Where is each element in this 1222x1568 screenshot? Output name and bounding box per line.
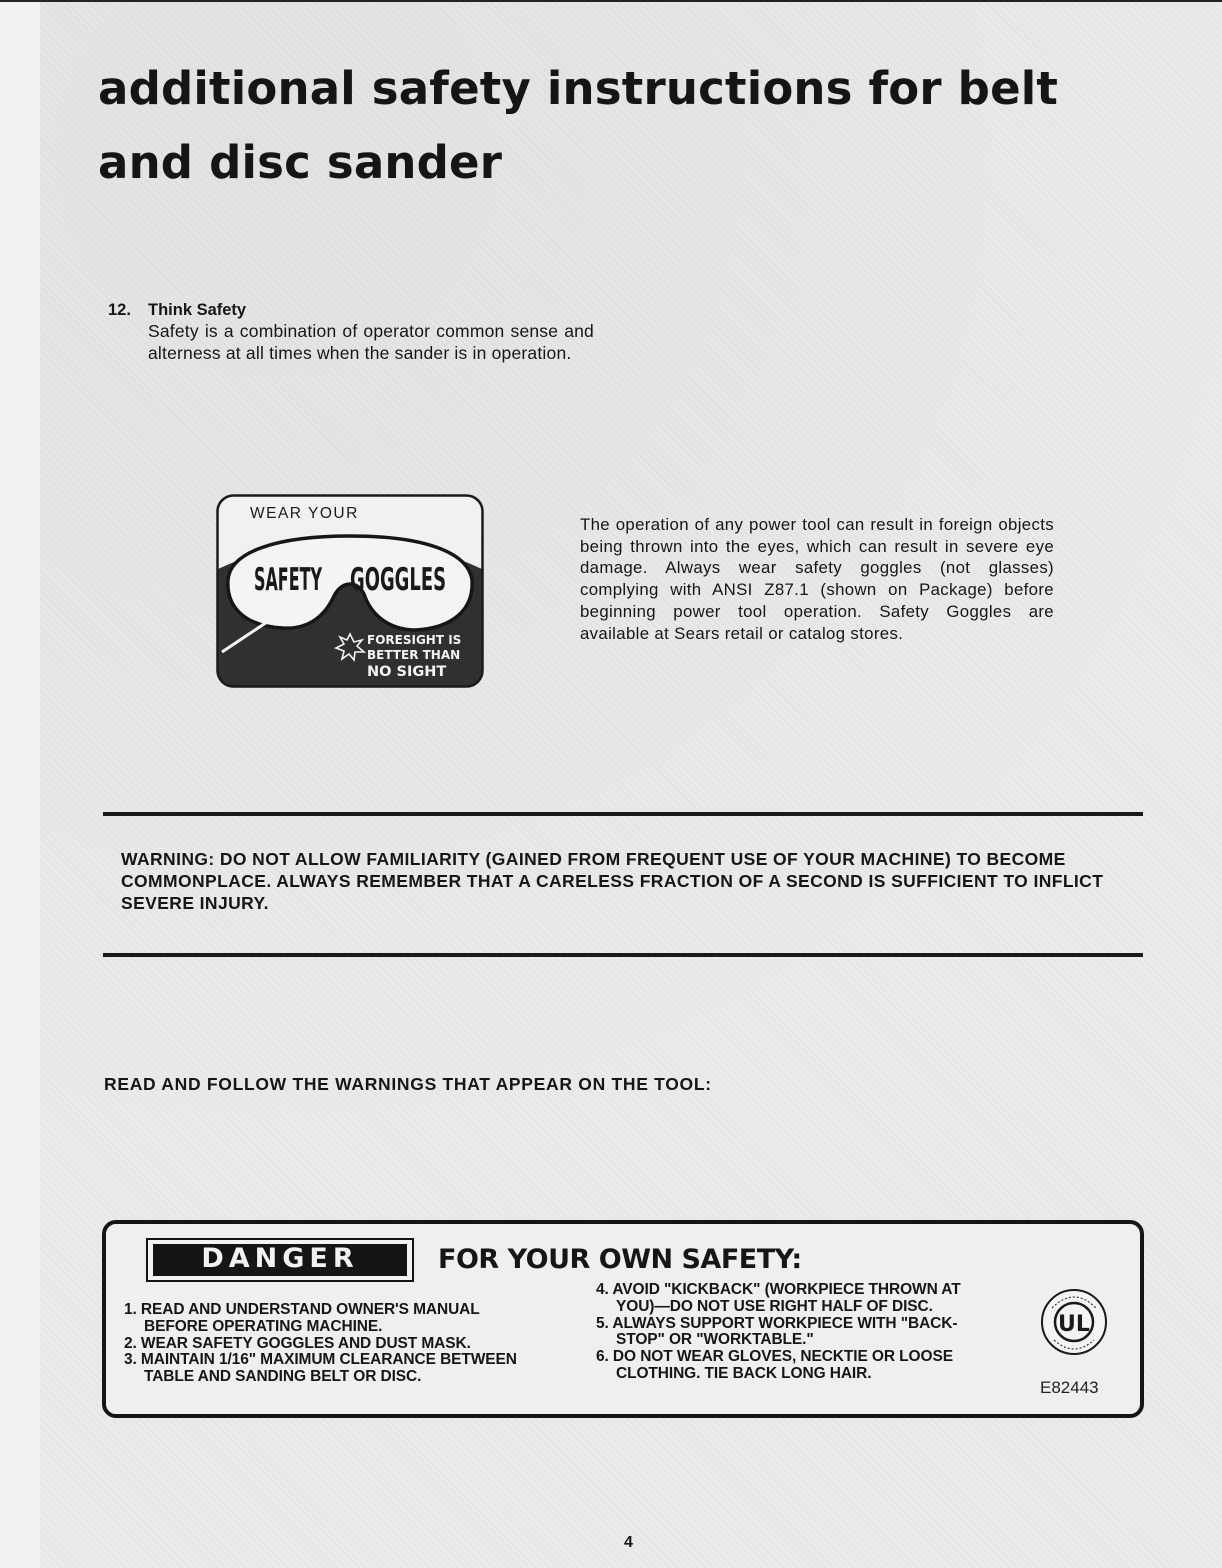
badge-slogan-2: BETTER THAN [367,648,461,662]
ul-mark-text: UL [1058,1312,1090,1337]
danger-list-left [124,1302,517,1386]
badge-slogan-1: FORESIGHT IS [367,633,462,647]
danger-line: BEFORE OPERATING MACHINE. [144,1317,383,1335]
top-rule [0,0,1222,2]
badge-word-safety: SAFETY [254,562,323,598]
think-safety-heading [108,300,628,320]
danger-title: FOR YOUR OWN SAFETY: [438,1244,802,1275]
danger-badge-text: DANGER [153,1244,407,1276]
goggles-description: The operation of any power tool can result in foreign objects being thrown into the eyes, which can result in severe eye damage. Always wear safety goggles (not glasses) complying with ANSI Z87.1 (shown on Package) before beginning power tool operation. Safety Goggles are available at Sears retail or catalog stores. [580,515,1054,643]
badge-top-text: WEAR YOUR [250,505,359,522]
danger-line: 4. AVOID "KICKBACK" (WORKPIECE THROWN AT [596,1281,961,1298]
think-safety-item [108,300,628,364]
warning-bottom-rule [103,953,1143,957]
danger-line: YOU)—DO NOT USE RIGHT HALF OF DISC. [616,1297,933,1315]
page-title: additional safety instructions for belt and disc sander [98,62,1059,189]
danger-line: CLOTHING. TIE BACK LONG HAIR. [616,1364,872,1382]
safety-goggles-badge [216,494,484,688]
think-safety-body: Safety is a combination of operator common sense and alterness at all times when the sander is in operation. [148,321,594,363]
warning-top-rule [103,812,1143,816]
danger-line: TABLE AND SANDING BELT OR DISC. [144,1368,422,1386]
danger-line: STOP" OR "WORKTABLE." [616,1331,814,1349]
danger-line: 3. MAINTAIN 1/16" MAXIMUM CLEARANCE BETWEEN [124,1351,517,1369]
read-follow-heading: READ AND FOLLOW THE WARNINGS THAT APPEAR ON THE TOOL: [104,1074,712,1094]
item-heading: Think Safety [148,301,247,319]
ul-file-number: E82443 [1040,1378,1099,1397]
danger-line: 2. WEAR SAFETY GOGGLES AND DUST MASK. [124,1334,471,1352]
page-number: 4 [624,1534,633,1551]
warning-text: WARNING: DO NOT ALLOW FAMILIARITY (GAINED FROM FREQUENT USE OF YOUR MACHINE) TO BECOME COMMONPLACE. ALWAYS REMEMBER THAT A CARELESS FRACTION OF A SECOND IS SUFFICIENT TO INFLICT SEVERE INJURY. [121,849,1104,913]
ul-listed-logo [1038,1282,1110,1362]
danger-list-right [596,1282,961,1383]
danger-line: 1. READ AND UNDERSTAND OWNER'S MANUAL [124,1301,480,1318]
item-number: 12. [108,301,131,319]
danger-line: 5. ALWAYS SUPPORT WORKPIECE WITH "BACK- [596,1314,958,1332]
danger-line: 6. DO NOT WEAR GLOVES, NECKTIE OR LOOSE [596,1348,953,1366]
badge-slogan-3: NO SIGHT [367,664,447,680]
danger-badge [146,1238,414,1282]
badge-word-goggles: GOGGLES [350,562,446,598]
